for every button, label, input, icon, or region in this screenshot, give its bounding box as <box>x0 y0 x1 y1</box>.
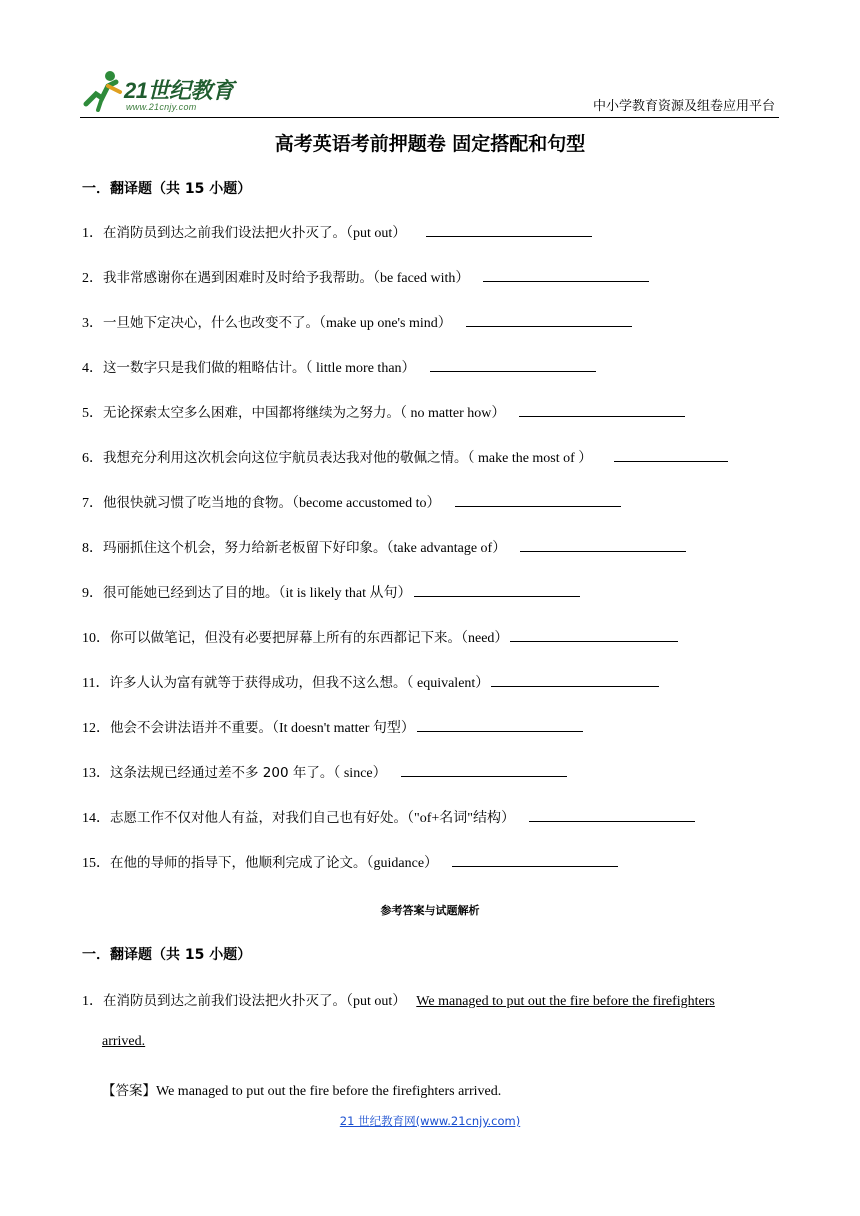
question-14 <box>82 807 695 828</box>
question-chinese: 在消防员到达之前我们设法把火扑灭了。 <box>103 225 346 241</box>
question-number: 12． <box>82 721 110 736</box>
question-7 <box>82 492 621 513</box>
question-chinese: 志愿工作不仅对他人有益，对我们自己也有好处。 <box>110 810 407 826</box>
question-number: 15． <box>82 856 110 871</box>
answer-1-filled-line-2: arrived. <box>102 1034 146 1049</box>
question-4 <box>82 357 596 378</box>
question-hint: （put out） <box>346 226 407 241</box>
question-chinese: 他很快就习惯了吃当地的食物。 <box>103 495 292 511</box>
logo <box>80 68 250 114</box>
answer-blank[interactable] <box>417 717 583 732</box>
question-chinese: 很可能她已经到达了目的地。 <box>103 585 279 601</box>
answer-blank[interactable] <box>426 222 592 237</box>
page-header <box>80 62 779 118</box>
question-number: 3． <box>82 316 103 331</box>
question-number: 2． <box>82 271 103 286</box>
answer-blank[interactable] <box>452 852 618 867</box>
question-hint: （ little more than） <box>305 361 416 376</box>
question-chinese: 我非常感谢你在遇到困难时及时给予我帮助。 <box>103 270 373 286</box>
answer-text: We managed to put out the fire before the firefighters arrived. <box>156 1084 502 1099</box>
question-number: 6． <box>82 451 103 466</box>
reference-answers-title: 参考答案与试题解析 <box>380 904 480 917</box>
question-10 <box>82 627 678 648</box>
question-9 <box>82 582 580 603</box>
question-number: 9． <box>82 586 103 601</box>
question-chinese: 这条法规已经通过差不多 200 年了。 <box>110 765 334 781</box>
question-number: 10． <box>82 631 110 646</box>
question-number: 7． <box>82 496 103 511</box>
answer-blank[interactable] <box>455 492 621 507</box>
question-2 <box>82 267 649 288</box>
question-hint: （ no matter how） <box>400 406 506 421</box>
answer-1-question <box>82 989 715 1010</box>
answer-blank[interactable] <box>519 402 685 417</box>
question-11 <box>82 672 659 693</box>
answer-blank[interactable] <box>483 267 649 282</box>
question-1 <box>82 222 592 243</box>
question-number: 8． <box>82 541 103 556</box>
question-chinese: 许多人认为富有就等于获得成功，但我不这么想。 <box>109 675 407 691</box>
answers-section-heading: 一．翻译题（共 15 小题） <box>82 947 252 963</box>
answer-blank[interactable] <box>520 537 686 552</box>
question-hint: （ make the most of ） <box>467 451 593 466</box>
question-5 <box>82 402 685 423</box>
question-hint: （be faced with） <box>373 271 470 286</box>
question-hint: （become accustomed to） <box>292 496 441 511</box>
question-hint: （"of+名词"结构） <box>407 811 515 826</box>
answer-1-number: 1． <box>82 994 103 1009</box>
answer-blank[interactable] <box>401 762 567 777</box>
question-15 <box>82 852 618 873</box>
question-chinese: 我想充分利用这次机会向这位宇航员表达我对他的敬佩之情。 <box>103 450 468 466</box>
answer-1-chinese: 在消防员到达之前我们设法把火扑灭了。 <box>103 993 346 1009</box>
question-hint: （It doesn't matter 句型） <box>272 721 415 736</box>
answer-1 <box>102 1079 501 1100</box>
question-chinese: 这一数字只是我们做的粗略估计。 <box>103 360 306 376</box>
answer-blank[interactable] <box>529 807 695 822</box>
answer-label: 【答案】 <box>102 1083 156 1099</box>
question-6 <box>82 447 728 468</box>
question-hint: （make up one's mind） <box>319 316 452 331</box>
question-number: 4． <box>82 361 103 376</box>
answer-1-hint: （put out） <box>346 994 407 1009</box>
question-13 <box>82 762 567 783</box>
page-title: 高考英语考前押题卷 固定搭配和句型 <box>274 133 586 155</box>
answer-blank[interactable] <box>466 312 632 327</box>
answer-blank[interactable] <box>510 627 678 642</box>
answer-blank[interactable] <box>491 672 659 687</box>
answer-1-filled-line-1: We managed to put out the fire before the firefighters <box>416 994 715 1009</box>
question-8 <box>82 537 686 558</box>
question-chinese: 玛丽抓住这个机会，努力给新老板留下好印象。 <box>103 540 387 556</box>
question-hint: （it is likely that 从句） <box>278 586 412 601</box>
runner-logo-icon <box>80 68 124 112</box>
question-chinese: 在他的导师的指导下，他顺利完成了论文。 <box>110 855 367 871</box>
question-hint: （take advantage of） <box>386 541 507 556</box>
question-chinese: 一旦她下定决心，什么也改变不了。 <box>103 315 319 331</box>
question-number: 1． <box>82 226 103 241</box>
question-hint: （ equivalent） <box>406 676 490 691</box>
section-heading: 一．翻译题（共 15 小题） <box>82 181 252 197</box>
logo-url: www.21cnjy.com <box>126 102 197 112</box>
answer-blank[interactable] <box>414 582 580 597</box>
question-chinese: 无论探索太空多么困难，中国都将继续为之努力。 <box>103 405 400 421</box>
question-12 <box>82 717 583 738</box>
question-number: 5． <box>82 406 103 421</box>
footer-link[interactable]: 21 世纪教育网(www.21cnjy.com) <box>339 1114 521 1128</box>
question-hint: （need） <box>461 631 509 646</box>
answer-blank[interactable] <box>430 357 596 372</box>
platform-tagline: 中小学教育资源及组卷应用平台 <box>592 99 775 114</box>
question-number: 13． <box>82 766 110 781</box>
question-chinese: 你可以做笔记，但没有必要把屏幕上所有的东西都记下来。 <box>110 630 461 646</box>
answer-blank[interactable] <box>614 447 728 462</box>
question-hint: （ since） <box>333 766 387 781</box>
question-number: 14． <box>82 811 110 826</box>
question-hint: （guidance） <box>366 856 439 871</box>
question-number: 11． <box>82 676 110 691</box>
logo-text: 21世纪教育 <box>124 78 234 103</box>
question-chinese: 他会不会讲法语并不重要。 <box>110 720 272 736</box>
question-3 <box>82 312 632 333</box>
